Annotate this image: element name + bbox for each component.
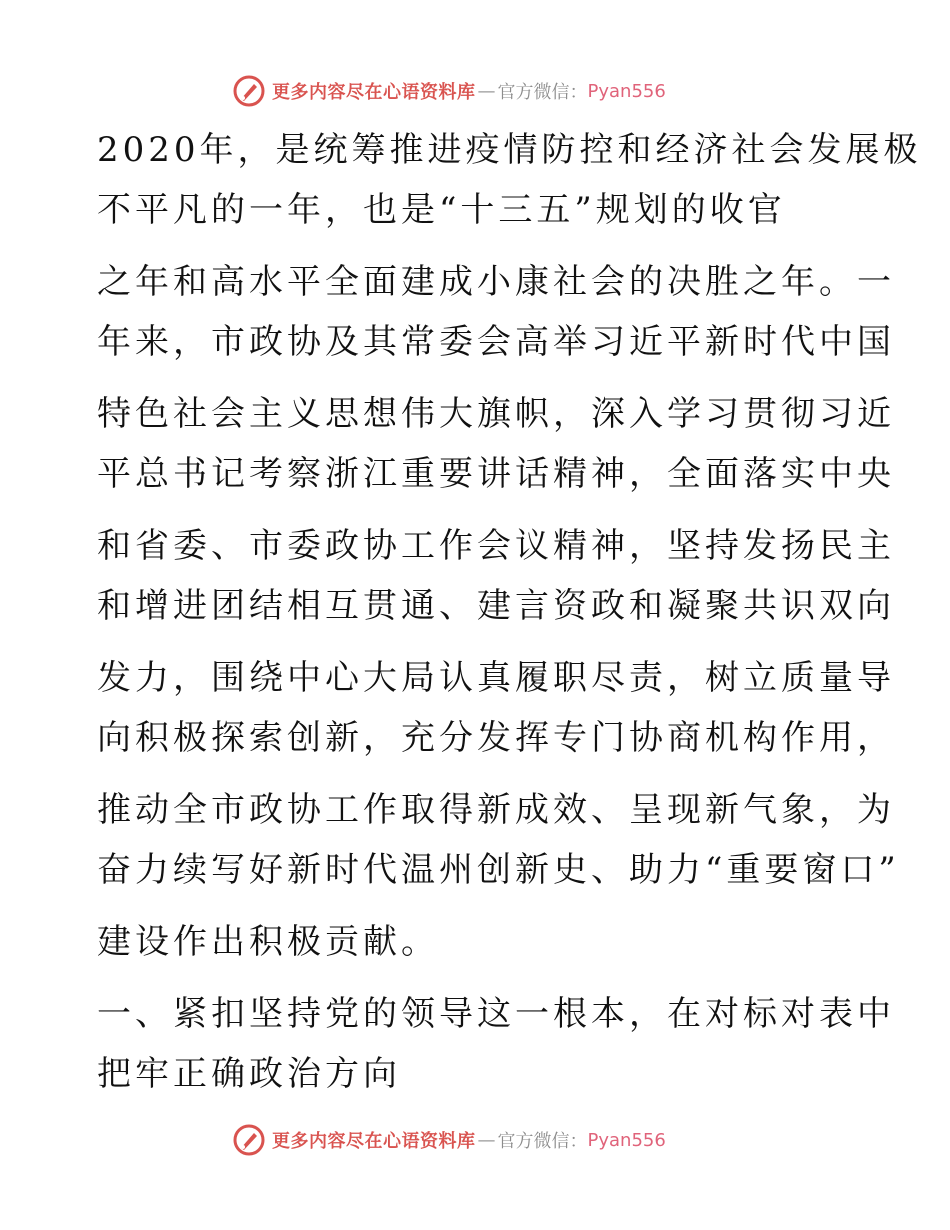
section-heading-line-1: 一、紧扣坚持党的领导这一根本，在对标对表中 [97,994,895,1034]
watermark-text: 更多内容尽在心语资料库 [272,1131,476,1152]
header-watermark [232,73,666,109]
watermark-dash: — [477,80,496,102]
watermark-wechat-label: 官方微信： [497,1131,588,1152]
body-line-11: 推动全市政协工作取得新成效、呈现新气象，为 [97,790,895,830]
watermark-dash: — [477,1129,496,1151]
body-line-3: 之年和高水平全面建成小康社会的决胜之年。一 [97,262,895,302]
body-line-12: 奋力续写好新时代温州创新史、助力“重要窗口” [97,850,900,890]
body-line-8: 和增进团结相互贯通、建言资政和凝聚共识双向 [97,586,895,626]
body-line-1: 2020年，是统筹推进疫情防控和经济社会发展极 [97,130,922,170]
footer-watermark [232,1122,666,1158]
body-line-4: 年来，市政协及其常委会高举习近平新时代中国 [97,322,895,362]
body-line-9: 发力，围绕中心大局认真履职尽责，树立质量导 [97,658,895,698]
watermark-wechat-id: Pyan556 [587,1129,666,1151]
body-line-2: 不平凡的一年，也是“十三五”规划的收官 [97,190,786,230]
pen-logo-icon [232,1123,266,1157]
body-line-5: 特色社会主义思想伟大旗帜，深入学习贯彻习近 [97,394,895,434]
pen-logo-icon [232,74,266,108]
body-line-10: 向积极探索创新，充分发挥专门协商机构作用， [97,718,895,758]
watermark-text: 更多内容尽在心语资料库 [272,82,476,103]
watermark-wechat-id: Pyan556 [587,80,666,102]
body-line-13: 建设作出积极贡献。 [97,922,439,962]
watermark-wechat-label: 官方微信： [497,82,588,103]
body-line-7: 和省委、市委政协工作会议精神，坚持发扬民主 [97,526,895,566]
body-line-6: 平总书记考察浙江重要讲话精神，全面落实中央 [97,454,895,494]
section-heading-line-2: 把牢正确政治方向 [97,1054,401,1094]
